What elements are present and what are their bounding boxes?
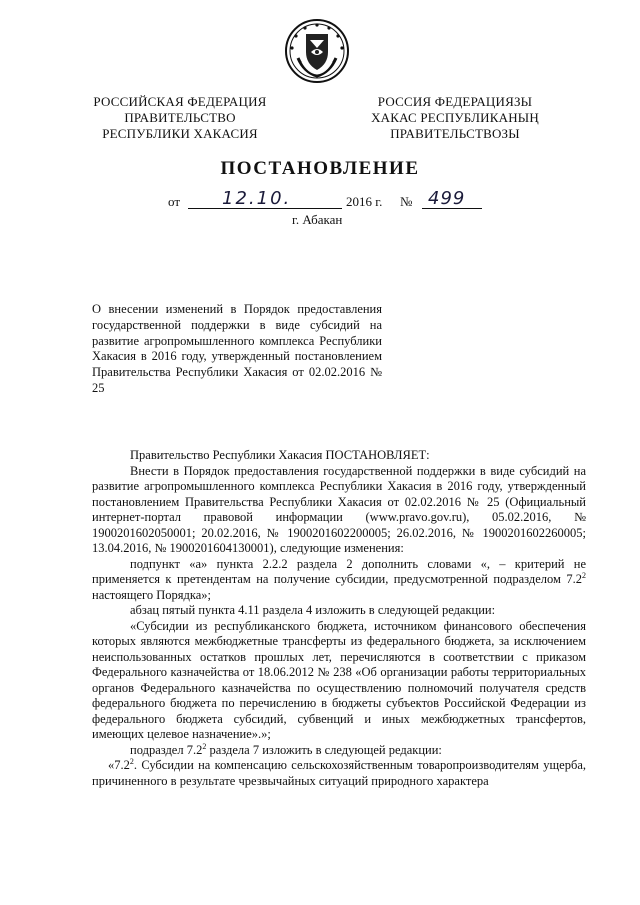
superscript: 2 bbox=[582, 570, 586, 580]
header-right-line: РОССИЯ ФЕДЕРАЦИЯЗЫ bbox=[377, 94, 533, 109]
coat-of-arms-emblem-icon bbox=[284, 18, 350, 84]
body-text: подпункт «а» пункта 2.2.2 раздела 2 дополнить словами «, – критерий не применяется к претендентам на получение субсидии, предусмотренной подразделом 7.2 bbox=[92, 556, 586, 586]
header-left-line: ПРАВИТЕЛЬСТВО bbox=[124, 110, 236, 125]
body-text: «7.2 bbox=[108, 758, 130, 772]
number-sign: № bbox=[400, 194, 413, 209]
body-paragraph bbox=[92, 557, 586, 604]
superscript: 2 bbox=[202, 741, 207, 751]
handwritten-date: 12.10. bbox=[222, 188, 292, 209]
body-text: . Субсидии на компенсацию сельскохозяйственным товаропроизводителям ущерба, причиненного в результате чрезвычайных ситуаций природного характера bbox=[92, 758, 586, 788]
subject-text: О внесении изменений в Порядок предоставления государственной поддержки в виде субсидий на развитие агропромышленного комплекса Республики Хакасия в 2016 году, утвержденный постановлением Правительства Республики Хакасия от 02.02.2016 № 25 bbox=[92, 302, 382, 395]
body-text: настоящего Порядка»; bbox=[92, 587, 212, 602]
year-label: 2016 г. bbox=[346, 194, 383, 209]
body-paragraph: Правительство Республики Хакасия ПОСТАНОВЛЯЕТ: bbox=[130, 448, 430, 462]
header-left-block bbox=[80, 94, 280, 142]
body-paragraph bbox=[92, 758, 586, 789]
header-left-line: РОССИЙСКАЯ ФЕДЕРАЦИЯ bbox=[93, 94, 267, 109]
header-right-line: ХАКАС РЕСПУБЛИКАНЫҢ bbox=[371, 110, 539, 125]
document-body bbox=[92, 448, 586, 789]
date-number-row bbox=[160, 190, 500, 214]
body-paragraph: Внести в Порядок предоставления государственной поддержки в виде субсидий на развитие агропромышленного комплекса Республики Хакасия в 2016 году, утвержденный постановлением Правительства Республики Хакасия от 02.02.2016 № 25 (Официальный интернет-портал правовой информации (www.pravo.gov.ru), 05.02.2016, № 1900201602050001; 20.02.2016, № 1900201602200005; 26.02.2016, № 1900201602260005; 13.04.2016, № 1900201604130001), следующие изменения: bbox=[92, 463, 586, 555]
handwritten-number: 499 bbox=[428, 188, 466, 209]
body-paragraph bbox=[92, 743, 586, 759]
document-title: ПОСТАНОВЛЕНИЕ bbox=[220, 158, 420, 179]
header-right-block bbox=[350, 94, 560, 142]
header-right-line: ПРАВИТЕЛЬСТВОЗЫ bbox=[390, 126, 520, 141]
body-paragraph: «Субсидии из республиканского бюджета, источником финансового обеспечения которых являются межбюджетные трансферты из федерального бюджета, за исключением неиспользованных остатков прошлых лет, перечисляются в соответствии с приказом Федерального казначейства от 18.06.2012 № 238 «Об организации работы территориальных органов Федерального казначейства по осуществлению полномочий получателя средств федерального бюджета по перечислению в бюджеты субъектов Российской Федерации из федерального бюджета субсидий, субвенций и иных межбюджетных трансфертов, имеющих целевое назначение».»; bbox=[92, 618, 586, 741]
body-paragraph: абзац пятый пункта 4.11 раздела 4 изложить в следующей редакции: bbox=[130, 603, 496, 617]
header-left-line: РЕСПУБЛИКИ ХАКАСИЯ bbox=[102, 126, 258, 141]
date-prefix: от bbox=[168, 194, 181, 209]
body-text: подраздел 7.2 bbox=[130, 742, 203, 757]
city-label: г. Абакан bbox=[292, 212, 343, 227]
body-text: раздела 7 изложить в следующей редакции: bbox=[206, 742, 442, 757]
superscript: 2 bbox=[129, 756, 134, 766]
document-subject bbox=[92, 302, 382, 397]
